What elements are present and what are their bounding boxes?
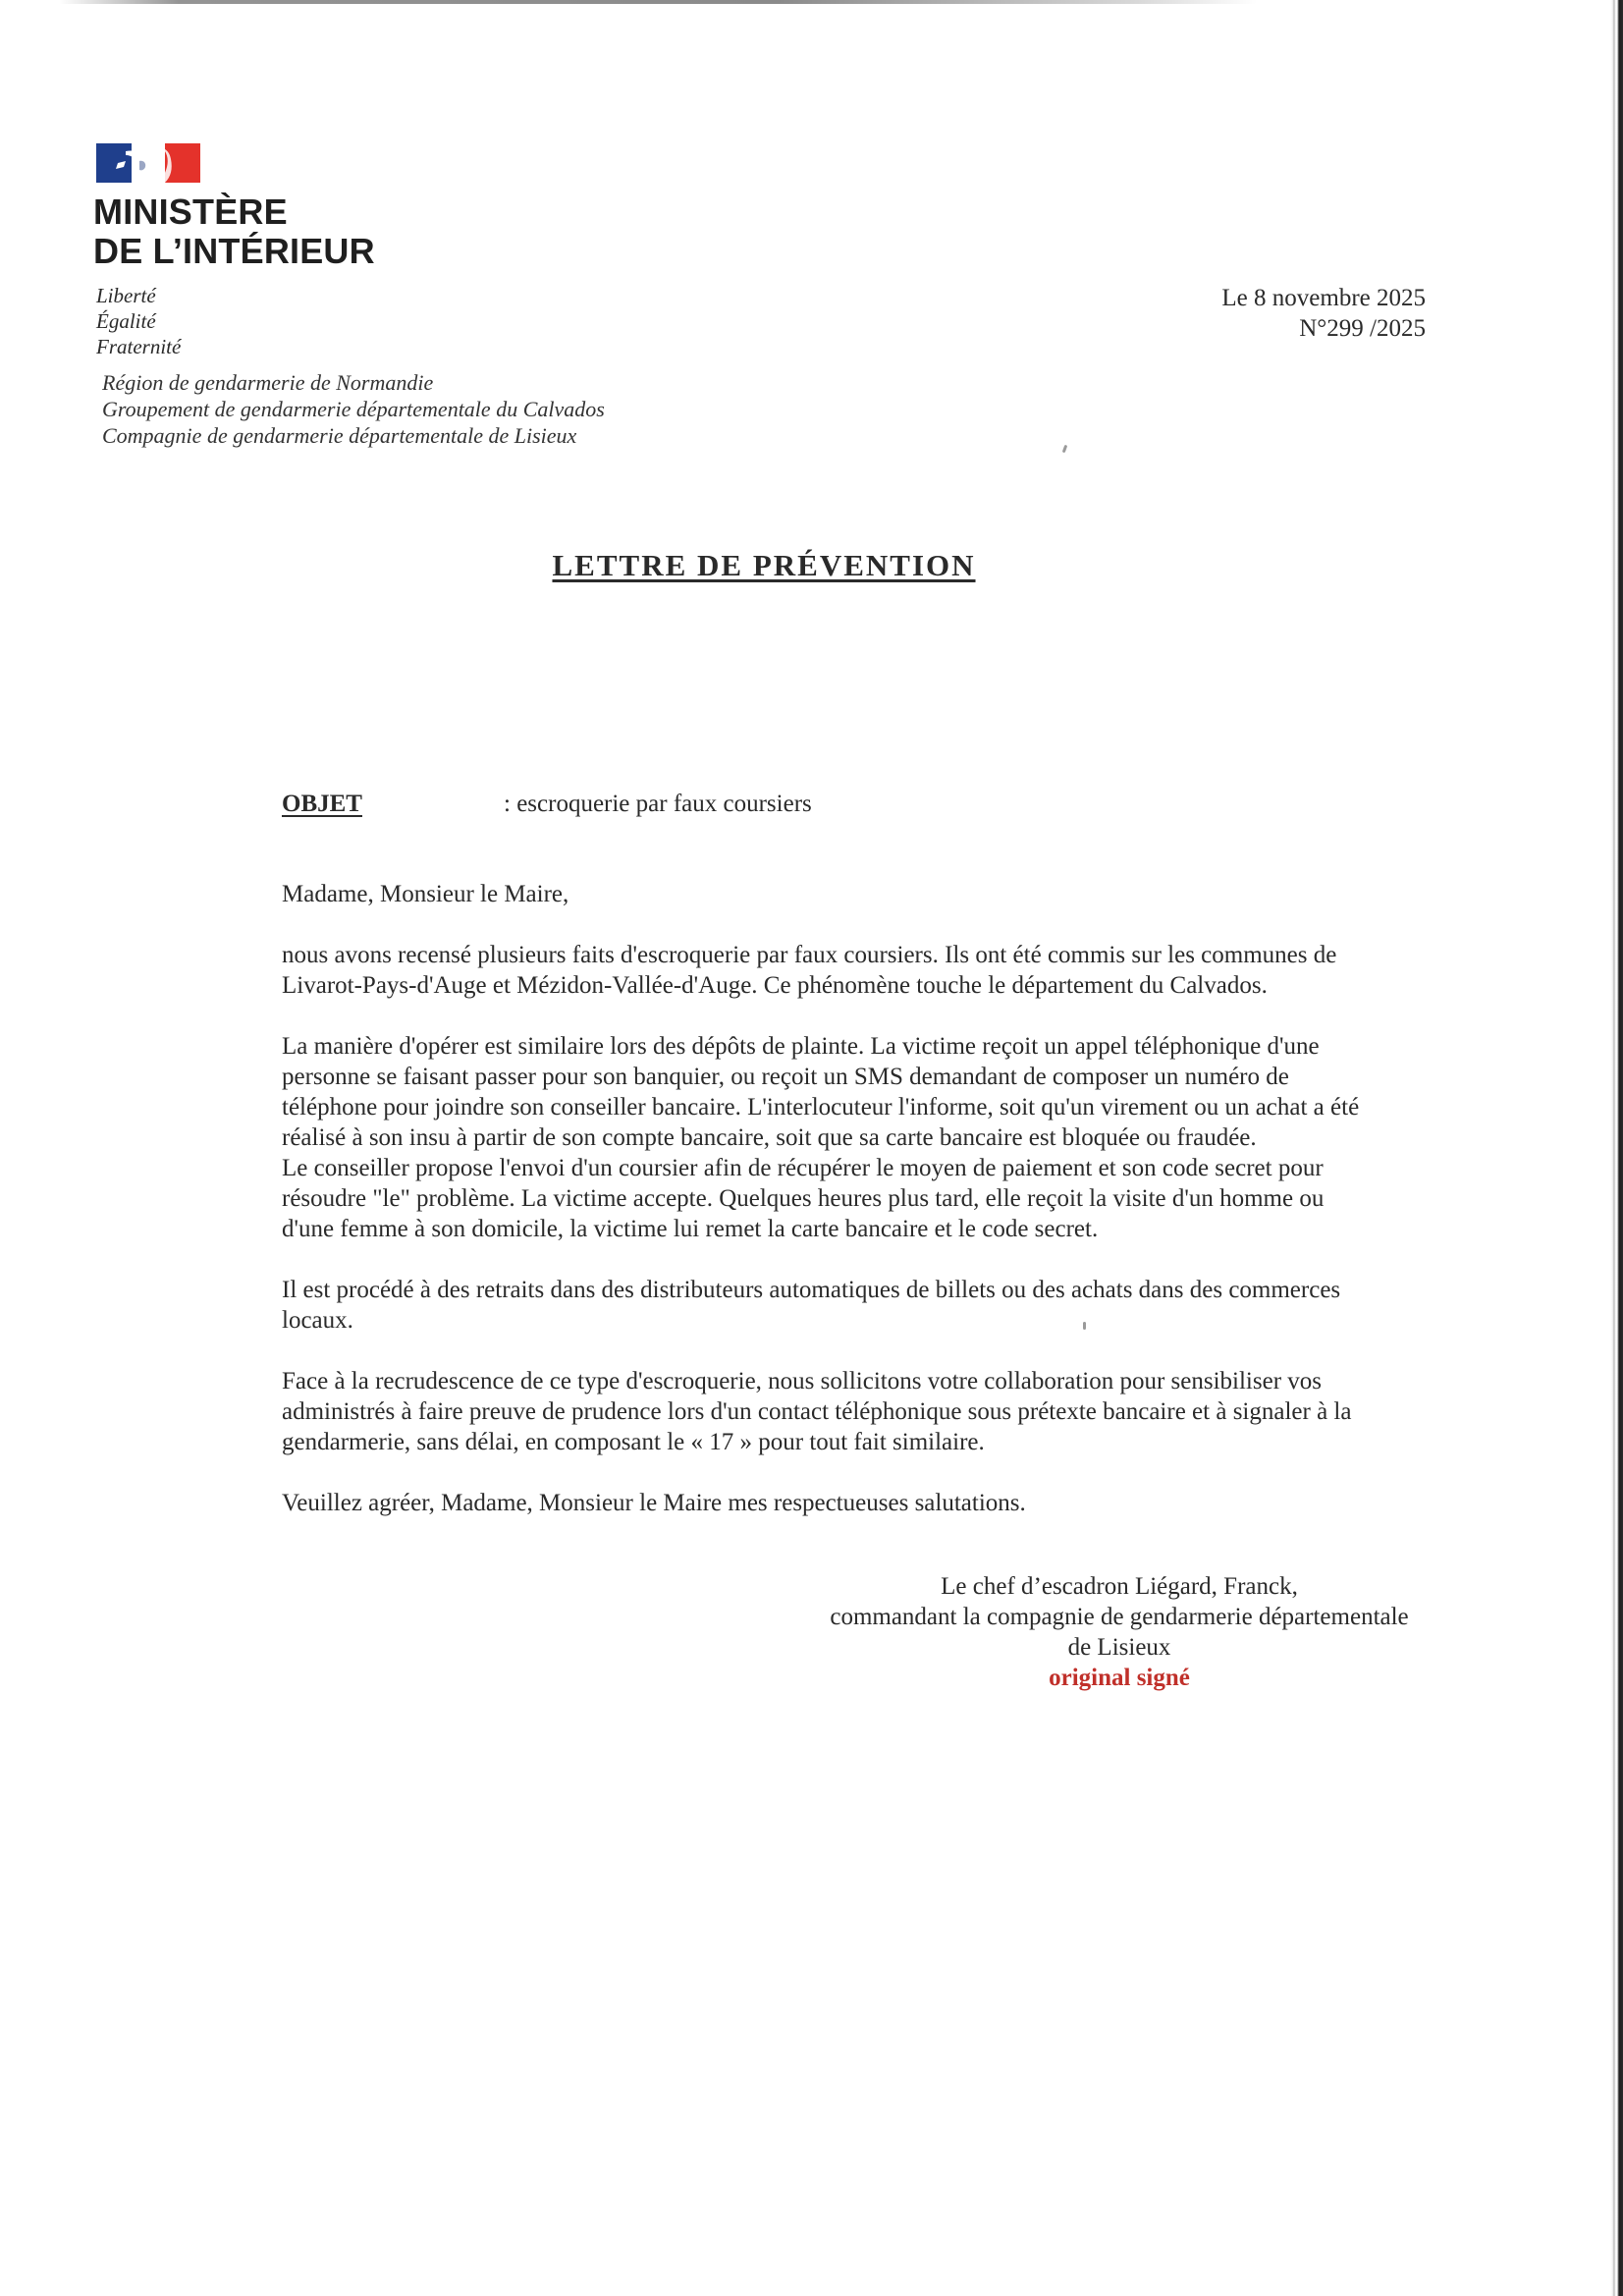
letter-reference: N°299 /2025 <box>1299 315 1426 342</box>
letter-date: Le 8 novembre 2025 <box>1221 285 1426 311</box>
paragraph-line: d'une femme à son domicile, la victime lui remet la carte bancaire et le code secret. <box>282 1216 1099 1242</box>
republic-motto <box>96 283 181 359</box>
paragraph-line: téléphone pour joindre son conseiller bancaire. L'interlocuteur l'informe, soit qu'un virement ou un achat a été <box>282 1094 1360 1121</box>
signatory-name: Le chef d’escadron Liégard, Franck, <box>941 1573 1298 1600</box>
scan-speck <box>1062 445 1068 454</box>
marianne-flag-logo <box>96 143 200 183</box>
ministry-name-line2: DE L’INTÉRIEUR <box>93 231 375 271</box>
paragraph-line: résoudre "le" problème. La victime accepte. Quelques heures plus tard, elle reçoit la visite d'un homme ou <box>282 1185 1325 1212</box>
letter-body <box>282 879 1440 1549</box>
paragraph-line: Livarot-Pays-d'Auge et Mézidon-Vallée-d'Auge. Ce phénomène touche le département du Calvados. <box>282 972 1268 999</box>
paragraph-line: Il est procédé à des retraits dans des distributeurs automatiques de billets ou des achats dans des commerces <box>282 1277 1341 1303</box>
subject-label: OBJET <box>282 791 362 817</box>
signatory-title-location: de Lisieux <box>1067 1634 1171 1661</box>
closing-formula: Veuillez agréer, Madame, Monsieur le Maire mes respectueuses salutations. <box>282 1490 1026 1516</box>
signature-block <box>766 1571 1473 1693</box>
paragraph-line: administrés à faire preuve de prudence lors d'un contact téléphonique sous prétexte bancaire et à signaler à la <box>282 1398 1352 1425</box>
signatory-title: commandant la compagnie de gendarmerie départementale <box>830 1604 1409 1630</box>
paragraph-request <box>282 1366 1440 1457</box>
paragraph-line: réalisé à son insu à partir de son compte bancaire, soit que sa carte bancaire est bloquée ou fraudée. <box>282 1124 1257 1151</box>
scan-speck <box>1083 1322 1086 1330</box>
ministry-name <box>93 192 375 271</box>
paragraph-modus-operandi <box>282 1031 1440 1244</box>
scan-right-edge <box>1611 0 1623 2296</box>
greeting: Madame, Monsieur le Maire, <box>282 881 569 907</box>
date-reference-block <box>1221 283 1426 344</box>
unit-groupement: Groupement de gendarmerie départementale du Calvados <box>102 397 605 421</box>
unit-region: Région de gendarmerie de Normandie <box>102 370 434 395</box>
motto-liberte: Liberté <box>96 284 156 307</box>
subject-line <box>282 790 812 819</box>
paragraph-line: gendarmerie, sans délai, en composant le « 17 » pour tout fait similaire. <box>282 1429 985 1455</box>
paragraph-withdrawals <box>282 1275 1440 1336</box>
paragraph-line: locaux. <box>282 1307 353 1334</box>
paragraph-line: Face à la recrudescence de ce type d'escroquerie, nous sollicitons votre collaboration pour sensibiliser vos <box>282 1368 1322 1394</box>
original-signed-mark: original signé <box>1049 1665 1190 1691</box>
paragraph-line: nous avons recensé plusieurs faits d'escroquerie par faux coursiers. Ils ont été commis sur les communes de <box>282 942 1337 968</box>
motto-fraternite: Fraternité <box>96 335 182 358</box>
scan-top-shadow <box>59 0 1257 4</box>
issuing-units <box>102 369 605 449</box>
paragraph-line: Le conseiller propose l'envoi d'un coursier afin de récupérer le moyen de paiement et son code secret pour <box>282 1155 1324 1181</box>
ministry-name-line1: MINISTÈRE <box>93 191 288 232</box>
paragraph-line: personne se faisant passer pour son banquier, ou reçoit un SMS demandant de composer un numéro de <box>282 1064 1289 1090</box>
subject-value: : escroquerie par faux coursiers <box>504 791 812 817</box>
unit-compagnie: Compagnie de gendarmerie départementale de Lisieux <box>102 423 577 448</box>
document-title: LETTRE DE PRÉVENTION <box>552 548 976 582</box>
paragraph-line: La manière d'opérer est similaire lors des dépôts de plainte. La victime reçoit un appel téléphonique d'une <box>282 1033 1320 1060</box>
paragraph-facts <box>282 940 1440 1001</box>
motto-egalite: Égalité <box>96 309 156 333</box>
